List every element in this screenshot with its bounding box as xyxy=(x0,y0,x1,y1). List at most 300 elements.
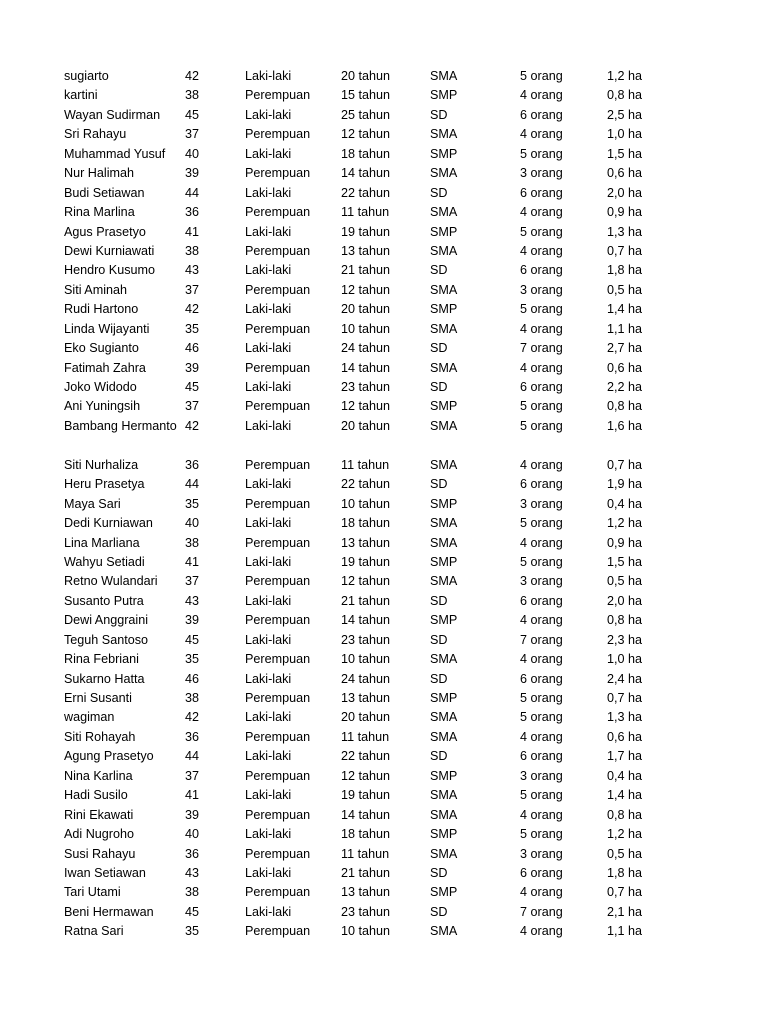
experience-cell: 11 tahun xyxy=(341,457,390,472)
education-cell: SD xyxy=(430,263,448,278)
name-cell: Susanto Putra xyxy=(64,593,144,608)
gender-cell: Laki-laki xyxy=(245,632,292,647)
land-area-cell: 2,0 ha xyxy=(607,593,643,608)
age-cell: 39 xyxy=(185,166,200,181)
family-cell: 4 orang xyxy=(520,205,563,220)
name-cell: Ani Yuningsih xyxy=(64,399,141,414)
gender-cell: Perempuan xyxy=(245,807,311,822)
data-sheet xyxy=(0,67,768,942)
land-area-cell: 0,4 ha xyxy=(607,768,643,783)
education-cell: SMP xyxy=(430,554,458,569)
table-row xyxy=(0,592,768,611)
education-cell: SD xyxy=(430,865,448,880)
gender-cell: Laki-laki xyxy=(245,904,292,919)
gender-cell: Perempuan xyxy=(245,282,311,297)
age-cell: 42 xyxy=(185,710,200,725)
experience-cell: 11 tahun xyxy=(341,846,390,861)
gender-cell: Perempuan xyxy=(245,885,311,900)
family-cell: 5 orang xyxy=(520,788,563,803)
gender-cell: Laki-laki xyxy=(245,749,292,764)
name-cell: Rudi Hartono xyxy=(64,302,139,317)
gender-cell: Perempuan xyxy=(245,535,311,550)
age-cell: 39 xyxy=(185,613,200,628)
table-row xyxy=(0,864,768,883)
gender-cell: Laki-laki xyxy=(245,671,292,686)
education-cell: SMA xyxy=(430,729,458,744)
gender-cell: Laki-laki xyxy=(245,418,292,433)
name-cell: Dedi Kurniawan xyxy=(64,516,153,531)
education-cell: SMP xyxy=(430,885,458,900)
age-cell: 35 xyxy=(185,652,200,667)
family-cell: 4 orang xyxy=(520,613,563,628)
land-area-cell: 1,0 ha xyxy=(607,127,643,142)
land-area-cell: 1,6 ha xyxy=(607,418,643,433)
experience-cell: 22 tahun xyxy=(341,185,391,200)
table-row xyxy=(0,728,768,747)
name-cell: Heru Prasetya xyxy=(64,477,145,492)
name-cell: Dewi Kurniawati xyxy=(64,243,155,258)
table-row xyxy=(0,223,768,242)
experience-cell: 23 tahun xyxy=(341,904,391,919)
family-cell: 7 orang xyxy=(520,341,563,356)
name-cell: Linda Wijayanti xyxy=(64,321,150,336)
education-cell: SMA xyxy=(430,243,458,258)
land-area-cell: 0,8 ha xyxy=(607,807,643,822)
family-cell: 4 orang xyxy=(520,729,563,744)
age-cell: 45 xyxy=(185,904,200,919)
gender-cell: Laki-laki xyxy=(245,69,292,83)
land-area-cell: 1,3 ha xyxy=(607,710,643,725)
gender-cell: Perempuan xyxy=(245,457,311,472)
experience-cell: 10 tahun xyxy=(341,924,391,939)
table-row xyxy=(0,261,768,280)
age-cell: 36 xyxy=(185,729,200,744)
table-row xyxy=(0,767,768,786)
education-cell: SMA xyxy=(430,127,458,142)
experience-cell: 22 tahun xyxy=(341,477,391,492)
experience-cell: 18 tahun xyxy=(341,516,391,531)
table-row xyxy=(0,572,768,591)
land-area-cell: 0,5 ha xyxy=(607,574,643,589)
land-area-cell: 1,7 ha xyxy=(607,749,643,764)
experience-cell: 23 tahun xyxy=(341,632,391,647)
land-area-cell: 2,0 ha xyxy=(607,185,643,200)
age-cell: 40 xyxy=(185,146,200,161)
experience-cell: 10 tahun xyxy=(341,321,391,336)
table-row xyxy=(0,903,768,922)
age-cell: 41 xyxy=(185,554,200,569)
land-area-cell: 0,4 ha xyxy=(607,496,643,511)
gender-cell: Laki-laki xyxy=(245,516,292,531)
experience-cell: 10 tahun xyxy=(341,652,391,667)
name-cell: Rini Ekawati xyxy=(64,807,134,822)
land-area-cell: 2,5 ha xyxy=(607,107,643,122)
gender-cell: Laki-laki xyxy=(245,710,292,725)
age-cell: 41 xyxy=(185,788,200,803)
land-area-cell: 0,8 ha xyxy=(607,613,643,628)
age-cell: 37 xyxy=(185,399,200,414)
gender-cell: Perempuan xyxy=(245,321,311,336)
age-cell: 35 xyxy=(185,924,200,939)
experience-cell: 18 tahun xyxy=(341,827,391,842)
family-cell: 4 orang xyxy=(520,885,563,900)
land-area-cell: 2,2 ha xyxy=(607,380,643,394)
family-cell: 5 orang xyxy=(520,516,563,531)
education-cell: SMA xyxy=(430,924,458,939)
experience-cell: 25 tahun xyxy=(341,107,391,122)
land-area-cell: 1,9 ha xyxy=(607,477,643,492)
gender-cell: Laki-laki xyxy=(245,263,292,278)
table-row xyxy=(0,281,768,300)
age-cell: 46 xyxy=(185,671,200,686)
name-cell: Bambang Hermanto xyxy=(64,418,177,433)
table-row xyxy=(0,67,768,86)
gender-cell: Laki-laki xyxy=(245,477,292,492)
family-cell: 4 orang xyxy=(520,127,563,142)
table-row xyxy=(0,359,768,378)
family-cell: 4 orang xyxy=(520,807,563,822)
family-cell: 4 orang xyxy=(520,652,563,667)
name-cell: Sri Rahayu xyxy=(64,127,127,142)
name-cell: Dewi Anggraini xyxy=(64,613,149,628)
land-area-cell: 2,4 ha xyxy=(607,671,643,686)
table-row xyxy=(0,514,768,533)
experience-cell: 12 tahun xyxy=(341,768,391,783)
family-cell: 5 orang xyxy=(520,146,563,161)
experience-cell: 18 tahun xyxy=(341,146,391,161)
age-cell: 45 xyxy=(185,632,200,647)
gender-cell: Perempuan xyxy=(245,127,311,142)
experience-cell: 12 tahun xyxy=(341,282,391,297)
family-cell: 6 orang xyxy=(520,263,563,278)
experience-cell: 22 tahun xyxy=(341,749,391,764)
name-cell: Teguh Santoso xyxy=(64,632,149,647)
table-row xyxy=(0,145,768,164)
name-cell: Nur Halimah xyxy=(64,166,134,181)
experience-cell: 20 tahun xyxy=(341,710,391,725)
land-area-cell: 1,2 ha xyxy=(607,516,643,531)
gender-cell: Perempuan xyxy=(245,924,311,939)
name-cell: Adi Nugroho xyxy=(64,827,135,842)
name-cell: Hadi Susilo xyxy=(64,788,128,803)
education-cell: SD xyxy=(430,671,448,686)
family-cell: 6 orang xyxy=(520,749,563,764)
age-cell: 40 xyxy=(185,827,200,842)
gender-cell: Laki-laki xyxy=(245,380,292,394)
gender-cell: Perempuan xyxy=(245,496,311,511)
land-area-cell: 0,8 ha xyxy=(607,399,643,414)
record-group-2 xyxy=(0,456,768,942)
age-cell: 36 xyxy=(185,205,200,220)
education-cell: SD xyxy=(430,107,448,122)
experience-cell: 12 tahun xyxy=(341,399,391,414)
land-area-cell: 0,6 ha xyxy=(607,360,643,375)
education-cell: SMA xyxy=(430,807,458,822)
age-cell: 38 xyxy=(185,243,200,258)
gender-cell: Laki-laki xyxy=(245,593,292,608)
experience-cell: 12 tahun xyxy=(341,127,391,142)
table-row xyxy=(0,475,768,494)
table-row xyxy=(0,106,768,125)
land-area-cell: 1,8 ha xyxy=(607,865,643,880)
name-cell: Agus Prasetyo xyxy=(64,224,146,239)
experience-cell: 14 tahun xyxy=(341,807,391,822)
experience-cell: 13 tahun xyxy=(341,885,391,900)
education-cell: SMA xyxy=(430,788,458,803)
experience-cell: 10 tahun xyxy=(341,496,391,511)
family-cell: 6 orang xyxy=(520,671,563,686)
age-cell: 42 xyxy=(185,418,200,433)
education-cell: SMP xyxy=(430,88,458,103)
land-area-cell: 0,7 ha xyxy=(607,691,643,705)
education-cell: SMP xyxy=(430,302,458,317)
land-area-cell: 1,4 ha xyxy=(607,788,643,803)
family-cell: 4 orang xyxy=(520,457,563,472)
table-row xyxy=(0,670,768,689)
family-cell: 3 orang xyxy=(520,574,563,589)
table-row xyxy=(0,184,768,203)
name-cell: wagiman xyxy=(64,710,115,725)
name-cell: Hendro Kusumo xyxy=(64,263,156,278)
experience-cell: 15 tahun xyxy=(341,88,391,103)
table-row xyxy=(0,806,768,825)
experience-cell: 21 tahun xyxy=(341,593,391,608)
age-cell: 35 xyxy=(185,321,200,336)
name-cell: Siti Rohayah xyxy=(64,729,136,744)
table-row xyxy=(0,650,768,669)
education-cell: SD xyxy=(430,593,448,608)
age-cell: 40 xyxy=(185,516,200,531)
name-cell: Ratna Sari xyxy=(64,924,124,939)
gender-cell: Laki-laki xyxy=(245,107,292,122)
land-area-cell: 2,1 ha xyxy=(607,904,643,919)
land-area-cell: 0,5 ha xyxy=(607,282,643,297)
gender-cell: Laki-laki xyxy=(245,185,292,200)
name-cell: kartini xyxy=(64,88,98,103)
age-cell: 45 xyxy=(185,107,200,122)
experience-cell: 19 tahun xyxy=(341,788,391,803)
family-cell: 6 orang xyxy=(520,380,563,394)
name-cell: Tari Utami xyxy=(64,885,121,900)
gender-cell: Perempuan xyxy=(245,166,311,181)
family-cell: 4 orang xyxy=(520,535,563,550)
land-area-cell: 0,8 ha xyxy=(607,88,643,103)
gender-cell: Perempuan xyxy=(245,360,311,375)
land-area-cell: 1,1 ha xyxy=(607,321,643,336)
land-area-cell: 2,3 ha xyxy=(607,632,643,647)
gender-cell: Laki-laki xyxy=(245,788,292,803)
name-cell: Rina Febriani xyxy=(64,652,139,667)
name-cell: Muhammad Yusuf xyxy=(64,146,166,161)
gender-cell: Laki-laki xyxy=(245,302,292,317)
family-cell: 4 orang xyxy=(520,243,563,258)
education-cell: SMA xyxy=(430,574,458,589)
age-cell: 38 xyxy=(185,885,200,900)
name-cell: Rina Marlina xyxy=(64,205,135,220)
name-cell: Lina Marliana xyxy=(64,535,140,550)
name-cell: Siti Aminah xyxy=(64,282,127,297)
education-cell: SMA xyxy=(430,205,458,220)
family-cell: 7 orang xyxy=(520,904,563,919)
table-row xyxy=(0,86,768,105)
experience-cell: 19 tahun xyxy=(341,554,391,569)
gender-cell: Laki-laki xyxy=(245,554,292,569)
land-area-cell: 1,0 ha xyxy=(607,652,643,667)
family-cell: 4 orang xyxy=(520,360,563,375)
land-area-cell: 0,9 ha xyxy=(607,205,643,220)
age-cell: 36 xyxy=(185,457,200,472)
family-cell: 3 orang xyxy=(520,282,563,297)
family-cell: 5 orang xyxy=(520,224,563,239)
age-cell: 37 xyxy=(185,768,200,783)
land-area-cell: 1,2 ha xyxy=(607,827,643,842)
name-cell: sugiarto xyxy=(64,69,109,83)
land-area-cell: 1,1 ha xyxy=(607,924,643,939)
education-cell: SMA xyxy=(430,166,458,181)
experience-cell: 19 tahun xyxy=(341,224,391,239)
gender-cell: Laki-laki xyxy=(245,827,292,842)
table-row xyxy=(0,922,768,941)
family-cell: 3 orang xyxy=(520,846,563,861)
education-cell: SMP xyxy=(430,146,458,161)
record-group-1 xyxy=(0,67,768,436)
group-spacer xyxy=(0,436,768,455)
gender-cell: Laki-laki xyxy=(245,865,292,880)
experience-cell: 20 tahun xyxy=(341,418,391,433)
family-cell: 3 orang xyxy=(520,166,563,181)
gender-cell: Perempuan xyxy=(245,243,311,258)
table-row xyxy=(0,825,768,844)
age-cell: 38 xyxy=(185,88,200,103)
table-row xyxy=(0,747,768,766)
gender-cell: Perempuan xyxy=(245,613,311,628)
experience-cell: 13 tahun xyxy=(341,691,391,705)
table-row xyxy=(0,553,768,572)
land-area-cell: 1,3 ha xyxy=(607,224,643,239)
experience-cell: 24 tahun xyxy=(341,341,391,356)
table-row xyxy=(0,378,768,397)
education-cell: SMA xyxy=(430,457,458,472)
education-cell: SD xyxy=(430,185,448,200)
family-cell: 7 orang xyxy=(520,632,563,647)
family-cell: 5 orang xyxy=(520,710,563,725)
name-cell: Wahyu Setiadi xyxy=(64,554,145,569)
table-row xyxy=(0,164,768,183)
experience-cell: 11 tahun xyxy=(341,205,390,220)
age-cell: 43 xyxy=(185,593,200,608)
age-cell: 38 xyxy=(185,535,200,550)
family-cell: 5 orang xyxy=(520,399,563,414)
table-row xyxy=(0,631,768,650)
education-cell: SMA xyxy=(430,710,458,725)
land-area-cell: 1,8 ha xyxy=(607,263,643,278)
land-area-cell: 0,9 ha xyxy=(607,535,643,550)
age-cell: 35 xyxy=(185,496,200,511)
experience-cell: 24 tahun xyxy=(341,671,391,686)
age-cell: 45 xyxy=(185,380,200,394)
land-area-cell: 0,6 ha xyxy=(607,729,643,744)
education-cell: SMP xyxy=(430,399,458,414)
land-area-cell: 1,4 ha xyxy=(607,302,643,317)
land-area-cell: 1,5 ha xyxy=(607,146,643,161)
education-cell: SMA xyxy=(430,418,458,433)
name-cell: Maya Sari xyxy=(64,496,121,511)
name-cell: Erni Susanti xyxy=(64,691,132,705)
age-cell: 37 xyxy=(185,574,200,589)
education-cell: SMA xyxy=(430,69,458,83)
age-cell: 42 xyxy=(185,302,200,317)
name-cell: Joko Widodo xyxy=(64,380,137,394)
table-row xyxy=(0,203,768,222)
land-area-cell: 0,6 ha xyxy=(607,166,643,181)
education-cell: SD xyxy=(430,904,448,919)
name-cell: Retno Wulandari xyxy=(64,574,158,589)
gender-cell: Perempuan xyxy=(245,205,311,220)
experience-cell: 20 tahun xyxy=(341,302,391,317)
age-cell: 41 xyxy=(185,224,200,239)
gender-cell: Perempuan xyxy=(245,846,311,861)
age-cell: 44 xyxy=(185,477,200,492)
education-cell: SMA xyxy=(430,846,458,861)
age-cell: 39 xyxy=(185,807,200,822)
education-cell: SD xyxy=(430,477,448,492)
table-row xyxy=(0,320,768,339)
land-area-cell: 1,2 ha xyxy=(607,69,643,83)
family-cell: 4 orang xyxy=(520,321,563,336)
education-cell: SMP xyxy=(430,768,458,783)
table-row xyxy=(0,708,768,727)
experience-cell: 11 tahun xyxy=(341,729,390,744)
table-row xyxy=(0,495,768,514)
gender-cell: Perempuan xyxy=(245,768,311,783)
gender-cell: Perempuan xyxy=(245,399,311,414)
name-cell: Siti Nurhaliza xyxy=(64,457,139,472)
education-cell: SMP xyxy=(430,613,458,628)
family-cell: 5 orang xyxy=(520,418,563,433)
age-cell: 36 xyxy=(185,846,200,861)
education-cell: SMA xyxy=(430,321,458,336)
education-cell: SMA xyxy=(430,652,458,667)
table-row xyxy=(0,456,768,475)
education-cell: SD xyxy=(430,380,448,394)
table-row xyxy=(0,242,768,261)
family-cell: 4 orang xyxy=(520,88,563,103)
gender-cell: Perempuan xyxy=(245,652,311,667)
family-cell: 5 orang xyxy=(520,691,563,705)
table-row xyxy=(0,339,768,358)
gender-cell: Perempuan xyxy=(245,88,311,103)
education-cell: SMA xyxy=(430,535,458,550)
experience-cell: 14 tahun xyxy=(341,360,391,375)
age-cell: 39 xyxy=(185,360,200,375)
gender-cell: Laki-laki xyxy=(245,224,292,239)
name-cell: Agung Prasetyo xyxy=(64,749,154,764)
experience-cell: 14 tahun xyxy=(341,166,391,181)
table-row xyxy=(0,786,768,805)
experience-cell: 20 tahun xyxy=(341,69,391,83)
table-row xyxy=(0,689,768,708)
gender-cell: Perempuan xyxy=(245,574,311,589)
land-area-cell: 0,5 ha xyxy=(607,846,643,861)
table-row xyxy=(0,125,768,144)
name-cell: Eko Sugianto xyxy=(64,341,139,356)
experience-cell: 13 tahun xyxy=(341,535,391,550)
table-row xyxy=(0,845,768,864)
education-cell: SD xyxy=(430,341,448,356)
experience-cell: 12 tahun xyxy=(341,574,391,589)
age-cell: 37 xyxy=(185,127,200,142)
table-row xyxy=(0,611,768,630)
